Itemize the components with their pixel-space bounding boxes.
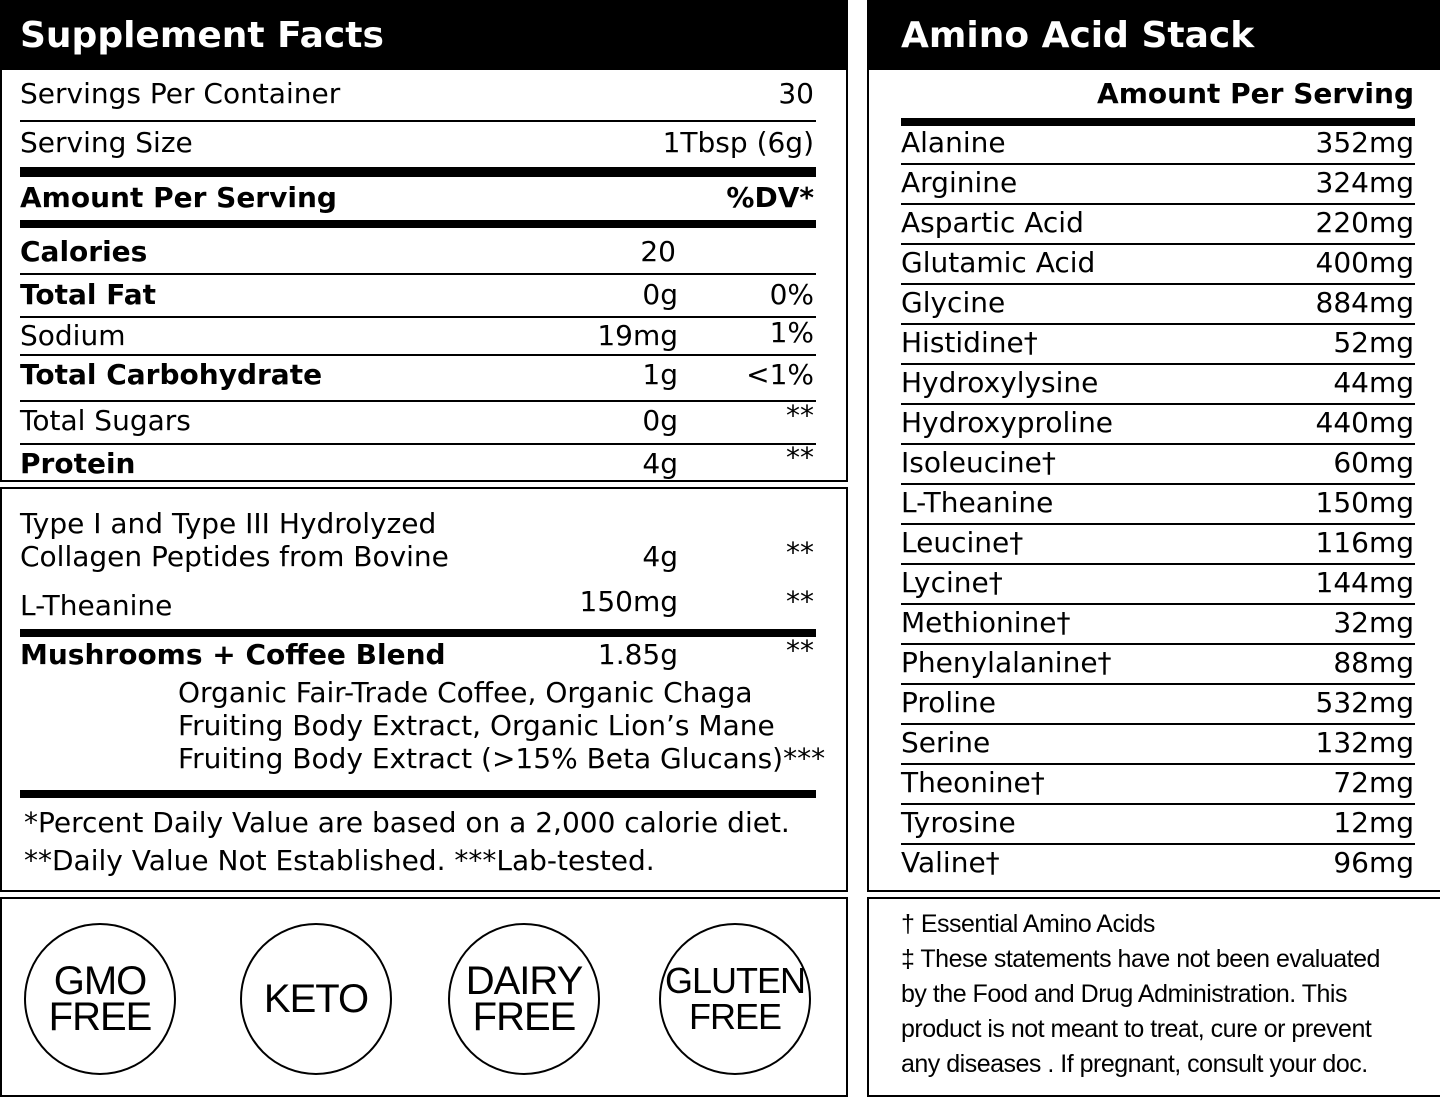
amount-per-serving-header: Amount Per Serving (20, 181, 337, 214)
thick-divider (20, 220, 816, 228)
nutrient-dv: ** (786, 399, 814, 432)
amino-name: L-Theanine (901, 486, 1054, 519)
amino-name: Glycine (901, 286, 1006, 319)
badge-line: FREE (688, 996, 781, 1037)
badge-line: KETO (263, 977, 369, 1021)
keto-badge (240, 923, 392, 1075)
amino-name: Phenylalanine† (901, 646, 1112, 679)
supplement-facts-title: Supplement Facts (2, 2, 846, 70)
collagen-dv: ** (786, 536, 814, 569)
divider (901, 523, 1415, 525)
amino-name: Hydroxyproline (901, 406, 1114, 439)
nutrient-dv: 0% (769, 278, 814, 311)
divider (901, 403, 1415, 405)
amino-amount: 132mg (1315, 726, 1414, 759)
divider (901, 363, 1415, 365)
nutrient-name: Protein (20, 447, 136, 480)
blend-dv: ** (786, 634, 814, 667)
badge-line: GMO (53, 959, 147, 1003)
nutrient-amount: 20 (640, 235, 676, 268)
amino-amount: 532mg (1315, 686, 1414, 719)
divider (901, 563, 1415, 565)
divider (901, 283, 1415, 285)
disclaimer-line: any diseases . If pregnant, consult your doc. (901, 1050, 1368, 1078)
divider (901, 163, 1415, 165)
disclaimer-panel (867, 897, 1440, 1097)
divider (20, 316, 816, 318)
divider (20, 354, 816, 356)
divider (901, 843, 1415, 845)
gluten-free-badge (659, 923, 811, 1075)
nutrient-amount: 4g (642, 447, 678, 480)
servings-label: Servings Per Container (20, 77, 341, 110)
footnote-not-established: **Daily Value Not Established. ***Lab-tested. (24, 844, 655, 877)
divider (20, 273, 816, 275)
serving-size-label: Serving Size (20, 126, 193, 159)
thick-divider (20, 790, 816, 798)
divider (901, 323, 1415, 325)
badge-line: FREE (48, 995, 152, 1039)
amino-amount: 400mg (1315, 246, 1414, 279)
supplement-facts-panel (0, 0, 848, 482)
nutrient-dv: 1% (769, 316, 814, 349)
divider (901, 443, 1415, 445)
amino-name: Hydroxylysine (901, 366, 1099, 399)
amino-amount: 60mg (1333, 446, 1414, 479)
divider (20, 400, 816, 402)
nutrient-name: Sodium (20, 319, 126, 352)
divider (901, 603, 1415, 605)
amino-name: Tyrosine (901, 806, 1016, 839)
collagen-label-line1: Type I and Type III Hydrolyzed (20, 507, 437, 540)
amino-amount: 352mg (1315, 126, 1414, 159)
amino-amount: 52mg (1333, 326, 1414, 359)
amino-name: Aspartic Acid (901, 206, 1084, 239)
disclaimer-line: ‡ These statements have not been evaluated (901, 945, 1380, 973)
badge-line: FREE (472, 995, 576, 1039)
divider (901, 243, 1415, 245)
nutrient-amount: 0g (642, 404, 678, 437)
amino-name: Isoleucine† (901, 446, 1056, 479)
amino-name: Valine† (901, 846, 1000, 879)
divider (20, 443, 816, 445)
amino-amount: 150mg (1315, 486, 1414, 519)
thick-divider (901, 118, 1415, 126)
badge-line: DAIRY (465, 959, 583, 1003)
dv-header: %DV* (726, 181, 814, 214)
disclaimer-line: by the Food and Drug Administration. This (901, 980, 1347, 1008)
collagen-label-line2: Collagen Peptides from Bovine (20, 540, 449, 573)
amino-acid-title: Amino Acid Stack (869, 2, 1440, 70)
amino-amount: 116mg (1315, 526, 1414, 559)
amino-name: Proline (901, 686, 996, 719)
ingredients-panel (0, 487, 848, 892)
nutrient-amount: 19mg (597, 319, 678, 352)
divider (20, 120, 816, 122)
badges-panel (0, 897, 848, 1097)
amino-name: Theonine† (901, 766, 1045, 799)
thick-divider (20, 167, 816, 177)
amino-acid-panel (867, 0, 1440, 892)
nutrient-name: Total Sugars (20, 404, 191, 437)
amino-name: Serine (901, 726, 991, 759)
amino-amount: 440mg (1315, 406, 1414, 439)
divider (901, 203, 1415, 205)
nutrient-name: Total Carbohydrate (20, 358, 323, 391)
nutrient-dv: ** (786, 441, 814, 474)
amino-amount: 12mg (1333, 806, 1414, 839)
amino-amount: 324mg (1315, 166, 1414, 199)
divider (901, 643, 1415, 645)
dairy-free-badge (448, 923, 600, 1075)
theanine-dv: ** (786, 585, 814, 618)
theanine-label: L-Theanine (20, 589, 173, 622)
blend-description-line: Fruiting Body Extract (>15% Beta Glucans)*** (178, 742, 826, 775)
amino-name: Histidine† (901, 326, 1038, 359)
gmo-free-badge (24, 923, 176, 1075)
divider (901, 683, 1415, 685)
blend-amount: 1.85g (597, 638, 678, 671)
amino-name: Alanine (901, 126, 1006, 159)
amino-name: Methionine† (901, 606, 1071, 639)
divider (901, 483, 1415, 485)
nutrient-amount: 0g (642, 278, 678, 311)
amino-amount: 884mg (1315, 286, 1414, 319)
footnote-daily-value: *Percent Daily Value are based on a 2,000 calorie diet. (24, 806, 790, 839)
nutrient-name: Total Fat (20, 278, 157, 311)
amino-name: Arginine (901, 166, 1018, 199)
badge-line: GLUTEN (664, 960, 806, 1001)
amino-amount-header: Amount Per Serving (1097, 77, 1414, 110)
amino-amount: 44mg (1333, 366, 1414, 399)
divider (901, 763, 1415, 765)
amino-amount: 88mg (1333, 646, 1414, 679)
divider (901, 803, 1415, 805)
divider (901, 723, 1415, 725)
amino-amount: 220mg (1315, 206, 1414, 239)
disclaimer-line: product is not meant to treat, cure or prevent (901, 1015, 1372, 1043)
amino-amount: 96mg (1333, 846, 1414, 879)
nutrient-dv: <1% (746, 358, 814, 391)
amino-amount: 32mg (1333, 606, 1414, 639)
servings-value: 30 (778, 77, 814, 110)
blend-description-line: Fruiting Body Extract, Organic Lion’s Mane (178, 709, 775, 742)
nutrient-name: Calories (20, 235, 148, 268)
amino-amount: 72mg (1333, 766, 1414, 799)
essential-amino-note: † Essential Amino Acids (901, 910, 1155, 938)
amino-name: Lycine† (901, 566, 1003, 599)
amino-amount: 144mg (1315, 566, 1414, 599)
nutrient-amount: 1g (642, 358, 678, 391)
collagen-amount: 4g (642, 540, 678, 573)
theanine-amount: 150mg (579, 585, 678, 618)
blend-label: Mushrooms + Coffee Blend (20, 638, 446, 671)
serving-size-value: 1Tbsp (6g) (662, 126, 814, 159)
amino-name: Glutamic Acid (901, 246, 1096, 279)
amino-name: Leucine† (901, 526, 1024, 559)
blend-description-line: Organic Fair-Trade Coffee, Organic Chaga (178, 676, 753, 709)
thick-divider (20, 629, 816, 637)
